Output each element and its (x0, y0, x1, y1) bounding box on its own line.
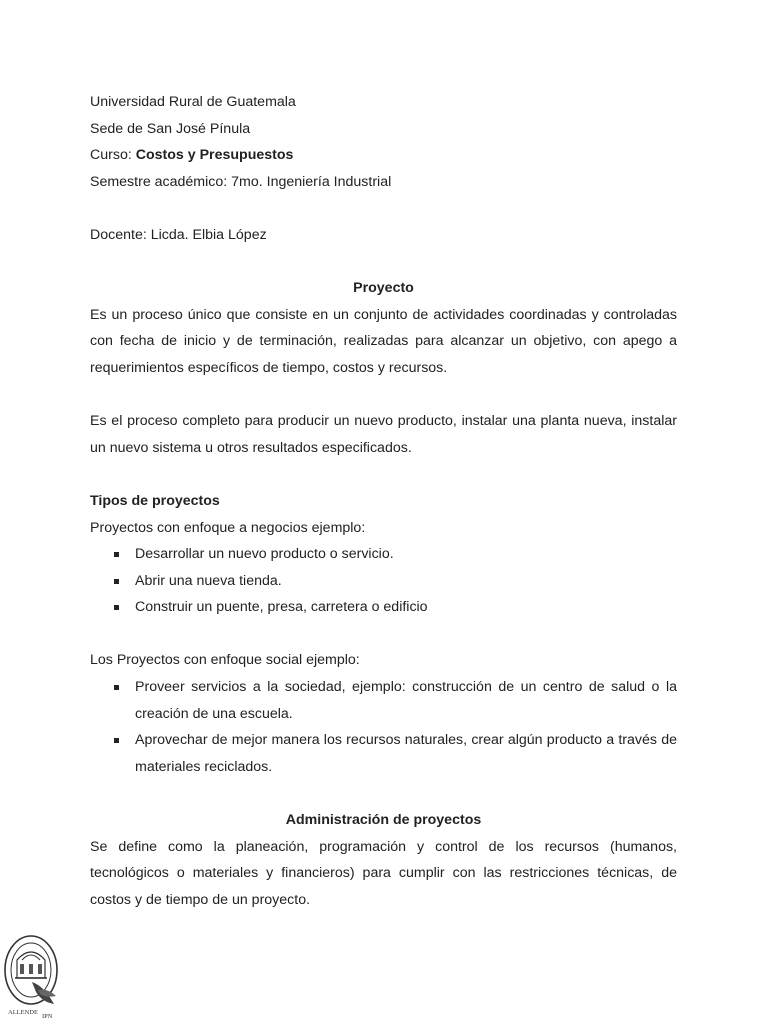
section-title-proyecto: Proyecto (353, 280, 414, 297)
list-item: Aprovechar de mejor manera los recursos naturales, crear algún producto a través de materiales reciclados. (90, 727, 677, 780)
list-item: Abrir una nueva tienda. (90, 568, 677, 595)
university-name: Universidad Rural de Guatemala (90, 94, 296, 110)
admin-paragraph: Se define como la planeación, programación y control de los recursos (humanos, tecnológicos o materiales y financieros) para cumplir con las restricciones técnicas, de costos y de tiempo de un proyecto. (90, 838, 677, 908)
spacer (90, 621, 677, 648)
semester-line: Semestre académico: 7mo. Ingeniería Industrial (90, 173, 392, 190)
section-title-tipos: Tipos de proyectos (90, 492, 220, 509)
course-label: Curso: (90, 147, 136, 164)
institution-seal-icon (2, 930, 60, 1020)
project-paragraph-1: Es un proceso único que consiste en un conjunto de actividades coordinadas y controladas con fecha de inicio y de terminación, realizadas para alcanzar un objetivo, con apego a requerimientos específicos de tiempo, costos y recursos. (90, 306, 677, 376)
business-intro: Proyectos con enfoque a negocios ejemplo: (90, 519, 366, 536)
spacer (90, 780, 677, 807)
spacer (90, 249, 677, 276)
teacher-line: Docente: Licda. Elbia López (90, 226, 267, 243)
business-list (90, 541, 677, 621)
list-item: Construir un puente, presa, carretera o edificio (90, 594, 677, 621)
spacer (90, 461, 677, 488)
course-line (90, 142, 677, 169)
logo-text-right: IPN (42, 1013, 53, 1020)
list-item: Proveer servicios a la sociedad, ejemplo: construcción de un centro de salud o la creación de una escuela. (90, 674, 677, 727)
course-name: Costos y Presupuestos (135, 147, 294, 164)
campus-name: Sede de San José Pínula (90, 120, 251, 137)
spacer (90, 195, 677, 222)
list-item: Desarrollar un nuevo producto o servicio. (90, 541, 677, 568)
social-intro: Los Proyectos con enfoque social ejemplo: (90, 652, 360, 669)
social-list (90, 674, 677, 780)
spacer (90, 382, 677, 409)
document-body (90, 89, 677, 913)
project-paragraph-2: Es el proceso completo para producir un nuevo producto, instalar una planta nueva, instalar un nuevo sistema u otros resultados especificados. (90, 413, 677, 456)
section-title-administracion: Administración de proyectos (285, 812, 482, 829)
logo-text-left: ALLENDE (8, 1009, 38, 1016)
